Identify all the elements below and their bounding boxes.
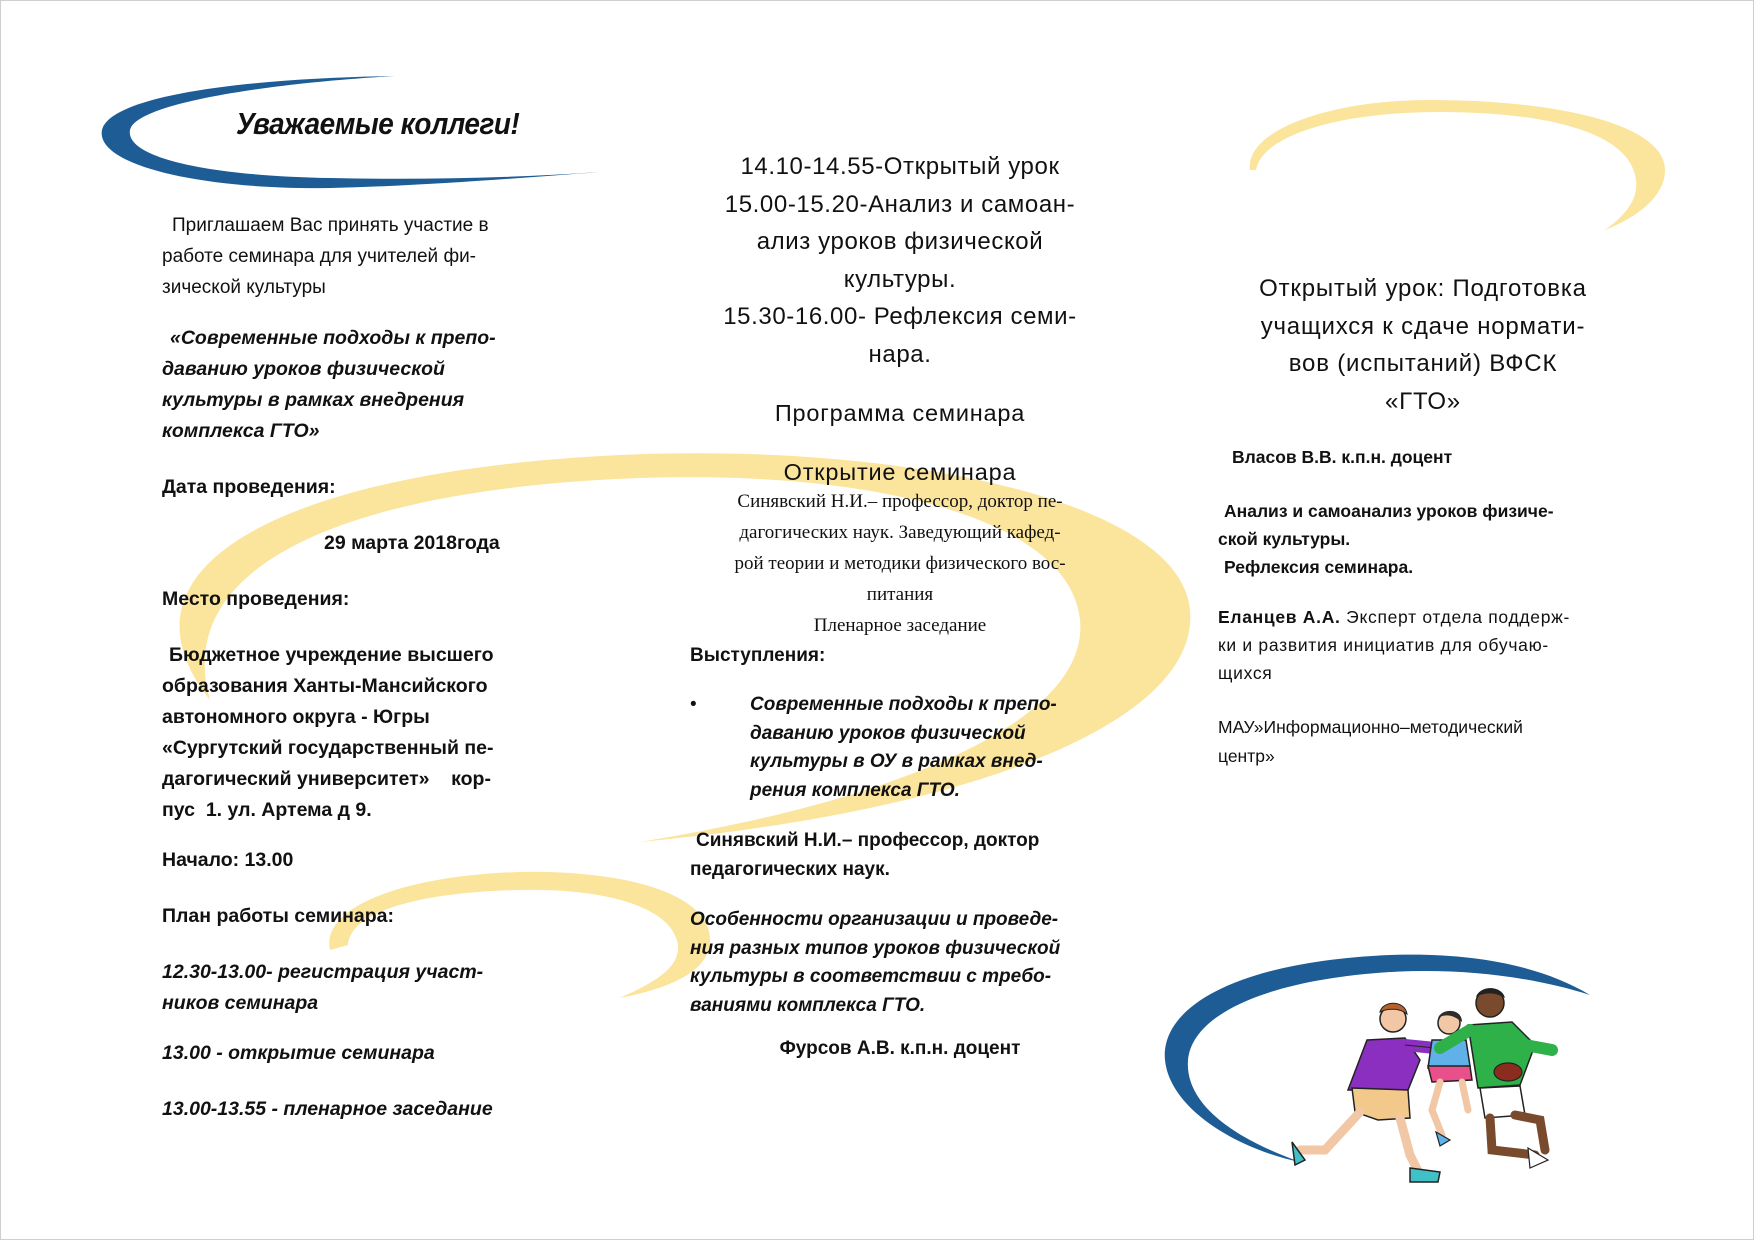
intro-line: Приглашаем Вас принять участие в: [172, 215, 489, 236]
running-kids-illustration: [1292, 988, 1552, 1182]
place-address: [162, 640, 582, 826]
plan-item-line: 12.30-13.00- регистрация участ-: [162, 961, 484, 983]
place-line: «Сургутский государственный пе-: [162, 737, 494, 759]
speaker-line: Синявский Н.И.– профессор, доктор: [696, 830, 1040, 851]
opening-speaker-line: питания: [866, 584, 934, 605]
expert-name: Еланцев А.А.: [1218, 607, 1341, 627]
lesson-title-line: «ГТО»: [1385, 387, 1461, 415]
right-column: [1218, 270, 1628, 771]
place-line: дагогический университет» кор-: [162, 768, 491, 790]
speaker-1: [690, 827, 1110, 884]
schedule-line: 14.10-14.55-Открытый урок: [740, 153, 1060, 180]
talk-line: культуры в ОУ в рамках внед-: [750, 751, 1043, 772]
analysis-line: ской культуры.: [1218, 529, 1351, 549]
place-label: Место проведения:: [162, 588, 350, 610]
left-column: [162, 210, 582, 1125]
start-time: Начало: 13.00: [162, 849, 294, 871]
speaker-2: Фурсов А.В. к.п.н. доцент: [779, 1038, 1021, 1059]
schedule-line: 15.30-16.00- Рефлексия семи-: [723, 303, 1077, 330]
talk-line: рения комплекса ГТО.: [750, 779, 960, 801]
talk-line: даванию уроков физической: [750, 722, 1026, 744]
place-line: Бюджетное учреждение высшего: [169, 644, 494, 666]
place-line: образования Ханты-Мансийского: [162, 675, 488, 697]
page-title: Уважаемые коллеги!: [236, 106, 520, 141]
schedule-line: ализ уроков физической: [756, 228, 1044, 255]
plan-item: 13.00 - открытие семинара: [162, 1042, 435, 1064]
yellow-swoosh-top-right: [1250, 100, 1665, 230]
analysis-line: Анализ и самоанализ уроков физиче-: [1224, 501, 1554, 521]
place-line: автономного округа - Югры: [162, 706, 430, 728]
intro-line: зической культуры: [162, 277, 326, 298]
opening-speaker: [690, 486, 1110, 641]
plan-item-line: ников семинара: [162, 992, 319, 1014]
speaker-line: педагогических наук.: [690, 858, 890, 880]
talk-line: ния разных типов уроков физической: [690, 937, 1061, 959]
seminar-title: [162, 323, 582, 447]
expert: [1218, 603, 1628, 687]
lesson-title: [1218, 270, 1628, 420]
teacher: Власов В.В. к.п.н. доцент: [1232, 447, 1453, 467]
schedule-line: 15.00-15.20-Анализ и самоан-: [724, 190, 1076, 218]
lesson-title-line: Открытый урок: Подготовка: [1259, 275, 1587, 302]
org-line: центр»: [1218, 746, 1275, 766]
program-heading: Программа семинара: [774, 400, 1026, 426]
seminar-title-line: комплекса ГТО»: [162, 420, 320, 442]
opening-speaker-line: дагогических наук. Заведующий кафед-: [739, 522, 1061, 543]
organization: [1218, 713, 1628, 771]
plan-item: [162, 957, 582, 1019]
reflection-line: Рефлексия семинара.: [1224, 557, 1414, 577]
intro-paragraph: [162, 210, 582, 303]
talk-line: Современные подходы к препо-: [750, 694, 1057, 715]
middle-column: [690, 148, 1110, 1060]
lesson-title-line: учащихся к сдаче нормати-: [1260, 312, 1586, 340]
talk-line: ваниями комплекса ГТО.: [690, 994, 926, 1016]
schedule-line: культуры.: [843, 265, 957, 293]
schedule-line: нара.: [868, 340, 932, 368]
place-line: пус 1. ул. Артема д 9.: [162, 799, 372, 821]
expert-desc-line: ки и развития инициатив для обучаю-: [1218, 635, 1549, 655]
seminar-title-line: «Современные подходы к препо-: [170, 327, 496, 349]
lesson-title-line: вов (испытаний) ВФСК: [1288, 350, 1558, 377]
date-value: 29 марта 2018года: [324, 532, 500, 554]
opening-speaker-line: рой теории и методики физического вос-: [734, 553, 1066, 574]
talks-label: Выступления:: [690, 645, 826, 666]
talk-item: [690, 691, 1110, 805]
talk-line: культуры в соответствии с требо-: [690, 966, 1052, 987]
plan-item: 13.00-13.55 - пленарное заседание: [162, 1098, 493, 1120]
org-line: МАУ»Информационно–методический: [1218, 717, 1523, 737]
seminar-title-line: даванию уроков физической: [162, 358, 445, 380]
schedule-block: [690, 148, 1110, 373]
talk-line: Особенности организации и проведе-: [690, 909, 1059, 930]
runner-purple: [1292, 1003, 1455, 1182]
talk-item-2: [690, 906, 1110, 1020]
plan-label: План работы семинара:: [162, 905, 395, 927]
opening-speaker-line: Синявский Н.И.– профессор, доктор пе-: [737, 491, 1063, 512]
opening-heading: Открытие семинара: [783, 459, 1017, 485]
intro-line: работе семинара для учителей фи-: [162, 246, 477, 267]
expert-desc-line: щихся: [1218, 663, 1273, 683]
seminar-title-line: культуры в рамках внедрения: [162, 389, 465, 411]
plenary-label: Пленарное заседание: [813, 615, 987, 636]
expert-desc: Эксперт отдела поддерж-: [1340, 607, 1571, 627]
bullet-icon: •: [690, 694, 697, 715]
analysis: [1218, 497, 1628, 581]
date-label: Дата проведения:: [162, 476, 336, 498]
